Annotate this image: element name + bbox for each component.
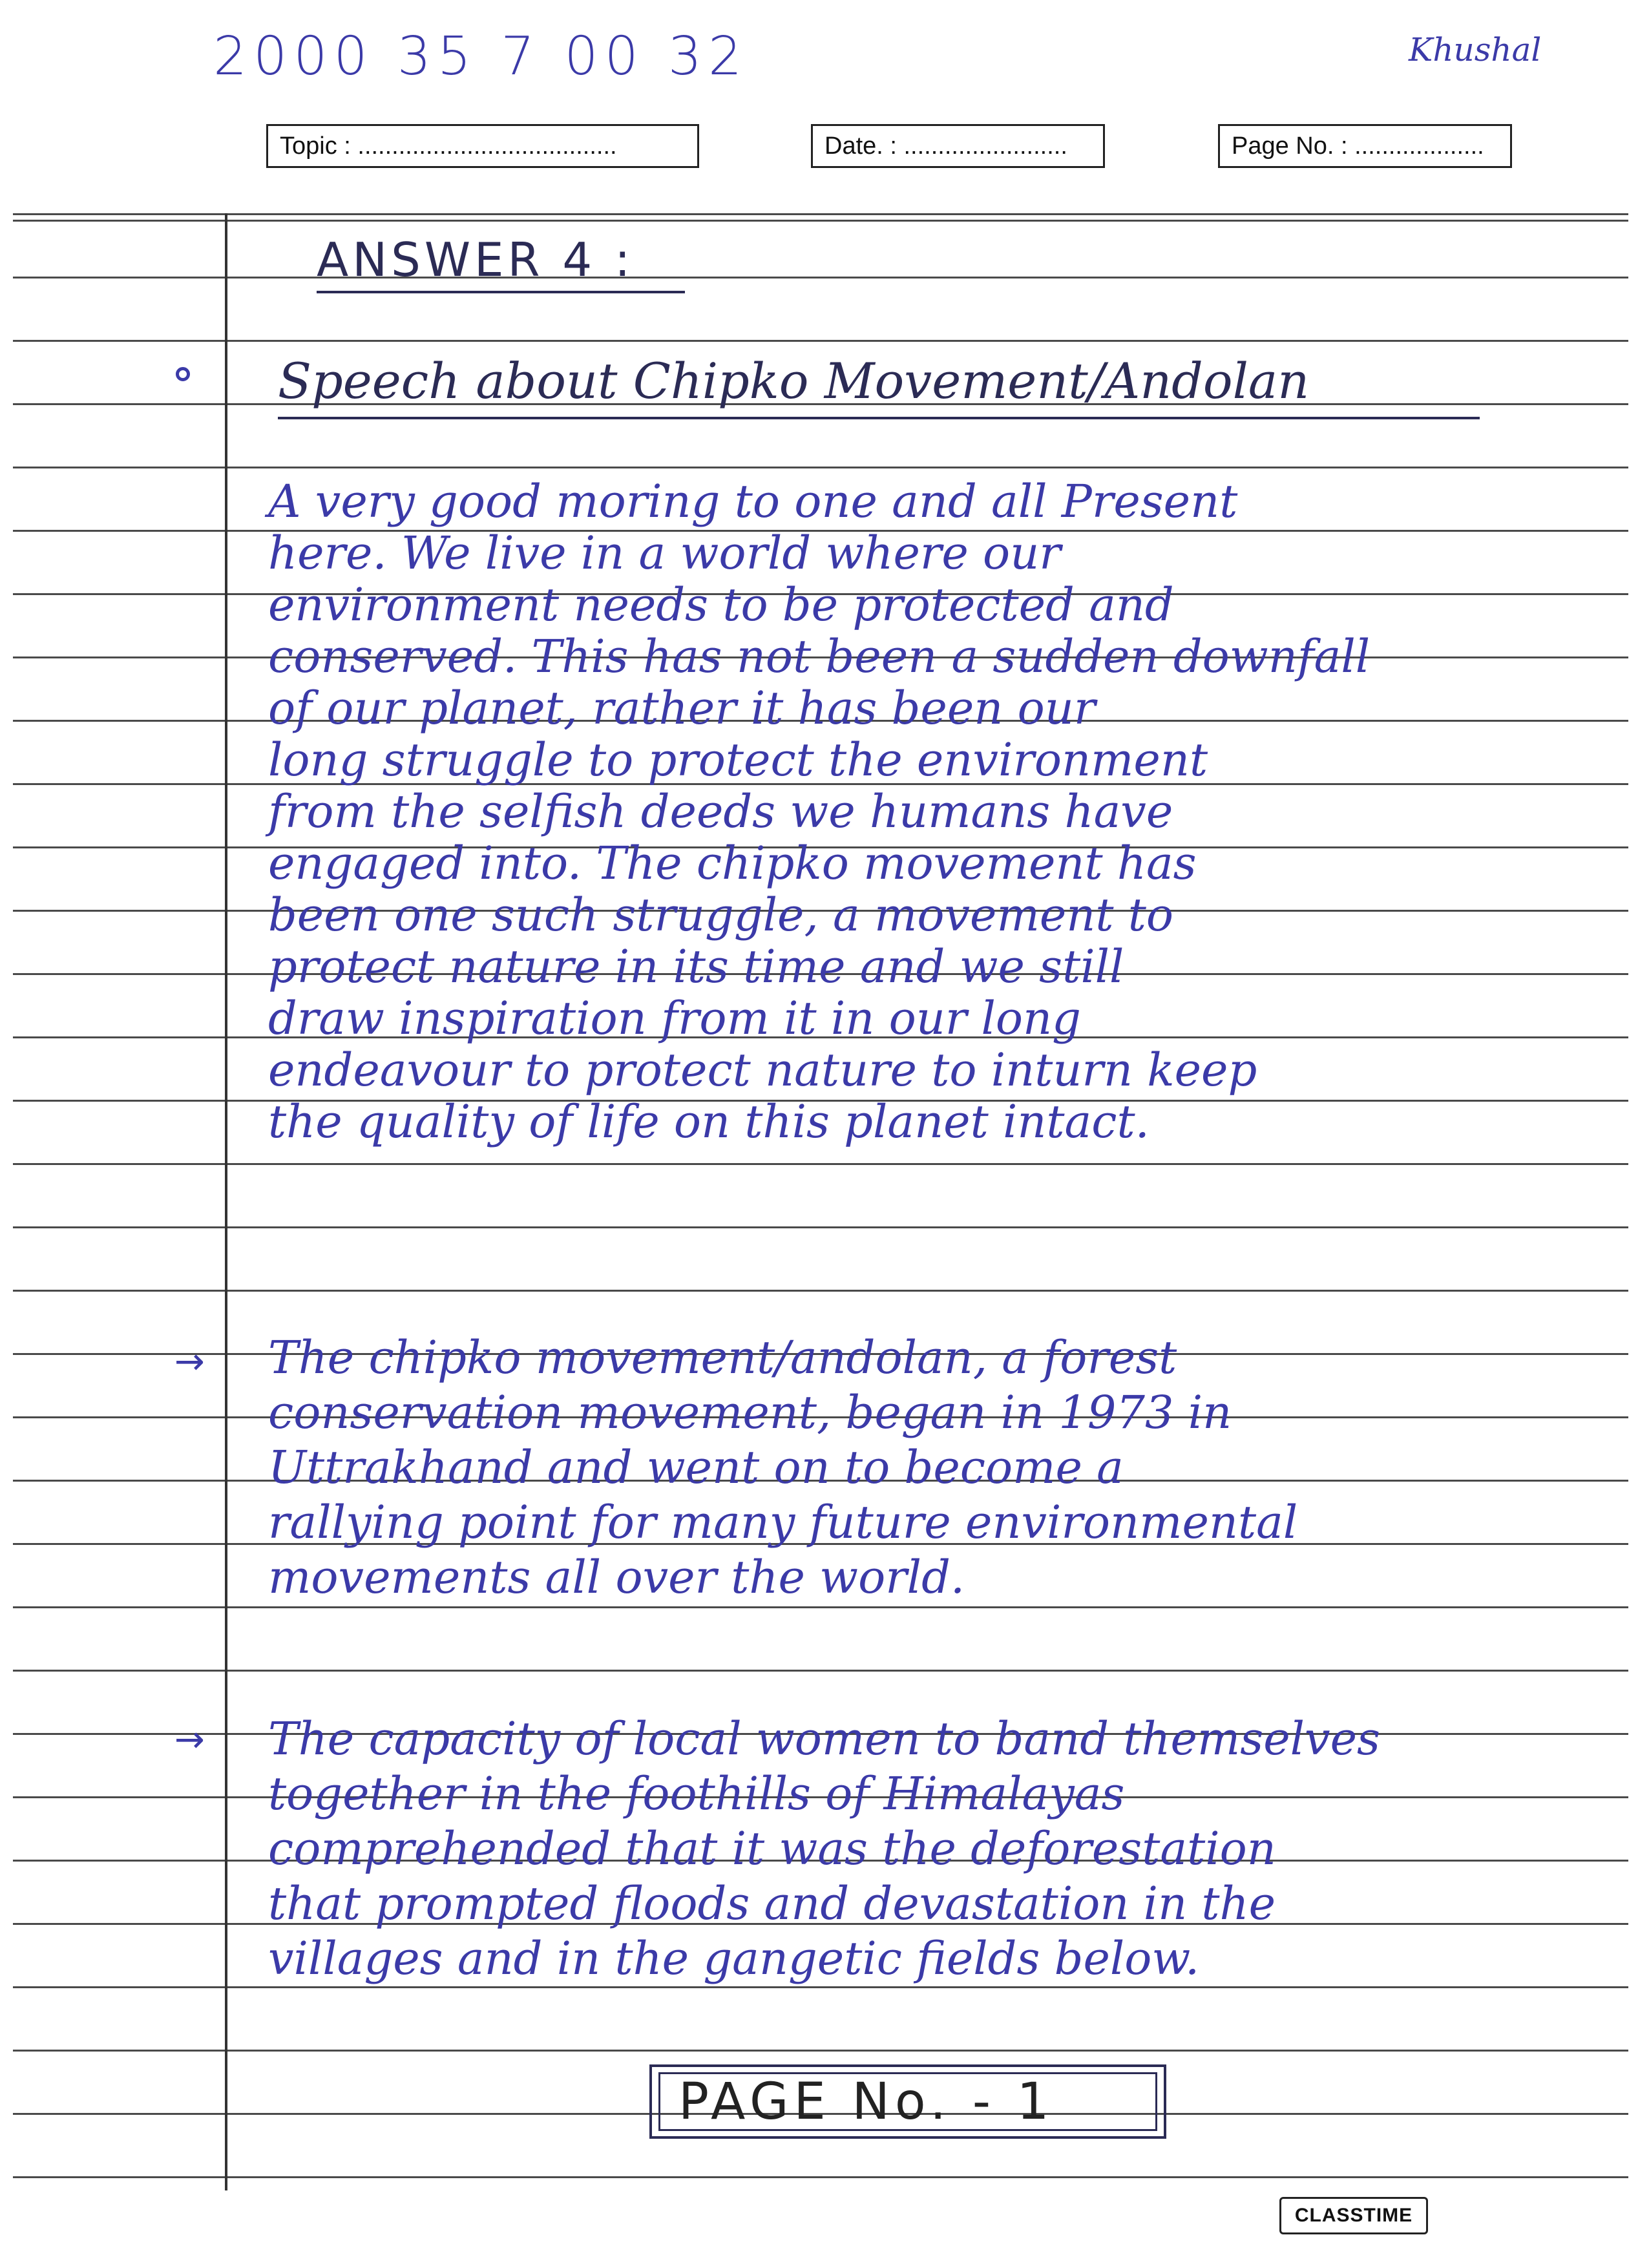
ruled-line [13,277,1628,278]
paragraph-line: been one such struggle, a movement to [268,888,1173,941]
ruled-line [13,2050,1628,2052]
point-line: rallying point for many future environmental [268,1496,1298,1549]
point-line: villages and in the gangetic fields below. [268,1932,1200,1985]
paragraph-line: the quality of life on this planet intact. [268,1095,1150,1148]
page-number-text: PAGE No. - 1 [678,2073,1055,2131]
point-line: that prompted floods and devastation in the [268,1877,1276,1930]
arrow-bullet-icon: → [174,1719,205,1761]
speech-heading: Speech about Chipko Movement/Andolan [278,352,1310,410]
ruled-line [13,1163,1628,1165]
student-id-number: 2000 35 7 00 32 [213,26,749,87]
speech-heading-underline [278,417,1480,419]
paragraph-line: environment needs to be protected and [268,578,1174,631]
ruled-line [13,1606,1628,1608]
paragraph-line: draw inspiration from it in our long [268,992,1081,1045]
ruled-line [13,220,1628,222]
point-line: together in the foothills of Himalayas [268,1767,1125,1820]
answer-title-underline [317,291,685,293]
arrow-bullet-icon: → [174,1341,205,1383]
point-line: movements all over the world. [268,1551,965,1604]
paragraph-line: A very good moring to one and all Present [268,475,1238,528]
ruled-line [13,213,1628,215]
ruled-line [13,2176,1628,2178]
paragraph-line: from the selfish deeds we humans have [268,785,1173,838]
point-line: comprehended that it was the deforestation [268,1822,1276,1875]
paragraph-line: endeavour to protect nature to inturn keep [268,1044,1257,1097]
student-name: Khushal [1409,31,1542,68]
date-box: Date. : ........................ [811,124,1105,168]
topic-box: Topic : ...................................... [266,124,699,168]
paragraph-line: conserved. This has not been a sudden downfall [268,630,1371,683]
paragraph-line: engaged into. The chipko movement has [268,837,1197,890]
answer-title: ANSWER 4 : [317,233,635,287]
brand-logo: CLASSTIME [1279,2197,1428,2234]
point-line: Uttrakhand and went on to become a [268,1441,1124,1494]
ruled-line [13,1290,1628,1292]
point-line: The chipko movement/andolan, a forest [268,1331,1177,1384]
paragraph-line: of our planet, rather it has been our [268,682,1096,735]
paragraph-line: here. We live in a world where our [268,527,1061,580]
margin-line [225,213,227,2190]
ruled-line [13,1986,1628,1988]
ruled-line [13,1670,1628,1672]
point-line: The capacity of local women to band themselves [268,1712,1380,1765]
point-line: conservation movement, began in 1973 in [268,1386,1232,1439]
paragraph-line: long struggle to protect the environment [268,733,1208,786]
bullet-dot-icon [176,367,190,381]
ruled-line [13,340,1628,342]
ruled-line [13,1226,1628,1228]
ruled-line [13,467,1628,468]
paragraph-line: protect nature in its time and we still [268,940,1124,993]
page-number-box: Page No. : ................... [1218,124,1512,168]
